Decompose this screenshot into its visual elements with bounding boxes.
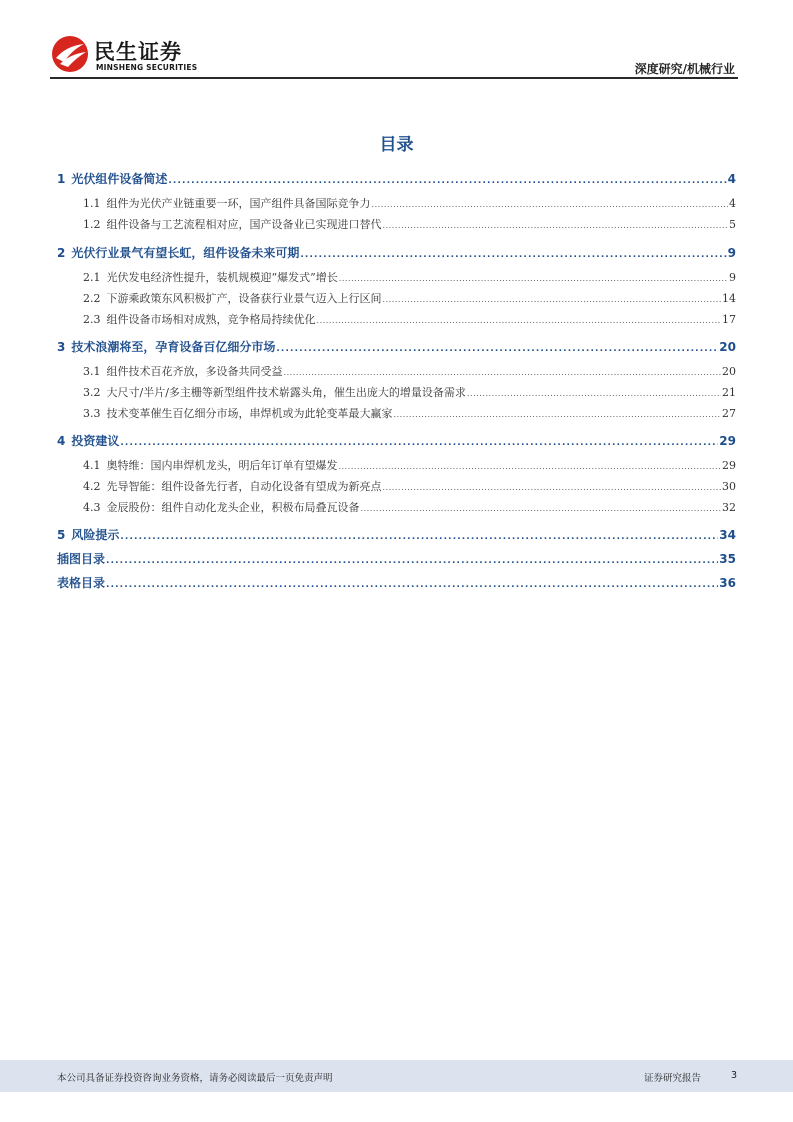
toc-entry-2-3[interactable] <box>57 311 736 327</box>
dot-leader <box>106 556 718 566</box>
toc-entry-text: 光伏发电经济性提升，装机规模迎“爆发式”增长 <box>106 271 338 284</box>
toc-entry-text: 大尺寸/半片/多主栅等新型组件技术崭露头角，催生出庞大的增量设备需求 <box>106 386 466 399</box>
toc-entry-page: 14 <box>722 292 736 305</box>
toc-entry-text: 组件技术百花齐放，多设备共同受益 <box>106 365 283 378</box>
toc-entry-text: 投资建议 <box>71 434 120 448</box>
toc-entry-tables[interactable] <box>57 574 736 591</box>
toc-title: 目录 <box>379 135 414 155</box>
toc-entry-number: 2.3 <box>83 313 101 326</box>
toc-entry-text: 金辰股份：组件自动化龙头企业，积极布局叠瓦设备 <box>106 501 360 514</box>
toc-entry-number: 5 <box>57 528 66 542</box>
dot-leader <box>168 176 726 186</box>
logo-english-name: MINSHENG SECURITIES <box>96 63 198 72</box>
toc-entry-3-1[interactable] <box>57 363 736 379</box>
dot-leader <box>372 200 729 209</box>
footer-disclaimer: 本公司具备证券投资咨询业务资格，请务必阅读最后一页免责声明 <box>57 1073 333 1084</box>
company-logo <box>50 34 220 74</box>
toc-entry-page: 30 <box>722 480 736 493</box>
toc-entry-text: 组件设备市场相对成熟，竞争格局持续优化 <box>106 313 316 326</box>
dot-leader <box>361 504 722 513</box>
dot-leader <box>394 410 722 419</box>
toc-entry-page: 35 <box>719 552 736 566</box>
toc-entry-page: 29 <box>719 434 736 448</box>
toc-entry-number: 4.3 <box>83 501 101 514</box>
report-category: 深度研究/机械行业 <box>634 62 735 76</box>
toc-entry-number: 3.2 <box>83 386 101 399</box>
dot-leader <box>383 483 722 492</box>
toc-entry-page: 32 <box>722 501 736 514</box>
toc-entry-number: 3.1 <box>83 365 101 378</box>
toc-entry-page: 20 <box>719 340 736 354</box>
toc-entry-page: 21 <box>722 386 736 399</box>
page-footer <box>0 1060 793 1092</box>
toc-entry-number: 1.2 <box>83 218 101 231</box>
toc-entry-text: 技术变革催生百亿细分市场，串焊机或为此轮变革最大赢家 <box>106 407 393 420</box>
toc-entry-page: 20 <box>722 365 736 378</box>
toc-entry-text: 下游乘政策东风积极扩产，设备获行业景气迈入上行区间 <box>106 292 382 305</box>
toc-entry-text: 表格目录 <box>57 576 106 590</box>
dot-leader <box>106 580 718 590</box>
toc-entry-3-2[interactable] <box>57 384 736 400</box>
toc-entry-text: 奥特维：国内串焊机龙头，明后年订单有望爆发 <box>106 459 338 472</box>
toc-entry-4-3[interactable] <box>57 499 736 515</box>
toc-entry-1-2[interactable] <box>57 216 736 232</box>
toc-entry-page: 34 <box>719 528 736 542</box>
dot-leader <box>120 438 718 448</box>
toc-entry-text: 组件设备与工艺流程相对应，国产设备业已实现进口替代 <box>106 218 382 231</box>
toc-entry-1-1[interactable] <box>57 195 736 211</box>
dot-leader <box>300 250 726 260</box>
dot-leader <box>276 344 718 354</box>
toc-entry-number: 4.1 <box>83 459 101 472</box>
toc-entry-number: 3 <box>57 340 66 354</box>
toc-entry-number: 4.2 <box>83 480 101 493</box>
toc-entry-page: 27 <box>722 407 736 420</box>
minsheng-logo-icon <box>50 34 90 74</box>
toc-entry-2[interactable] <box>57 244 736 261</box>
page-header <box>0 0 793 82</box>
toc-entry-number: 1 <box>57 172 66 186</box>
toc-entry-text: 组件为光伏产业链重要一环，国产组件具备国际竞争力 <box>106 197 371 210</box>
dot-leader <box>383 221 729 230</box>
toc-entry-4-2[interactable] <box>57 478 736 494</box>
dot-leader <box>317 316 722 325</box>
dot-leader <box>120 532 718 542</box>
toc-entry-text: 插图目录 <box>57 552 106 566</box>
toc-entry-number: 2.2 <box>83 292 101 305</box>
toc-entry-text: 光伏组件设备简述 <box>71 172 168 186</box>
dot-leader <box>339 274 728 283</box>
footer-page-number: 3 <box>730 1070 737 1081</box>
toc-entry-page: 17 <box>722 313 736 326</box>
header-divider <box>50 77 738 79</box>
toc-entry-2-1[interactable] <box>57 269 736 285</box>
toc-entry-number: 4 <box>57 434 66 448</box>
toc-entry-number: 2 <box>57 246 66 260</box>
toc-entry-number: 3.3 <box>83 407 101 420</box>
toc-entry-4-1[interactable] <box>57 457 736 473</box>
footer-report-type: 证券研究报告 <box>643 1073 701 1084</box>
toc-entry-3[interactable] <box>57 338 736 355</box>
toc-entry-page: 9 <box>727 246 736 260</box>
toc-entry-page: 36 <box>719 576 736 590</box>
toc-entry-4[interactable] <box>57 432 736 449</box>
toc-entry-page: 5 <box>729 218 736 231</box>
dot-leader <box>284 368 722 377</box>
toc-entry-5[interactable] <box>57 526 736 543</box>
toc-entry-text: 光伏行业景气有望长虹，组件设备未来可期 <box>71 246 300 260</box>
toc-entry-page: 4 <box>727 172 736 186</box>
toc-entry-page: 29 <box>722 459 736 472</box>
toc-entry-text: 风险提示 <box>71 528 120 542</box>
toc-entry-3-3[interactable] <box>57 405 736 421</box>
toc-entry-page: 9 <box>729 271 736 284</box>
toc-entry-page: 4 <box>729 197 736 210</box>
toc-entry-text: 先导智能：组件设备先行者，自动化设备有望成为新亮点 <box>106 480 382 493</box>
toc-entry-2-2[interactable] <box>57 290 736 306</box>
toc-entry-figures[interactable] <box>57 550 736 567</box>
toc-entry-number: 1.1 <box>83 197 101 210</box>
logo-chinese-name: 民生证券 <box>94 40 182 64</box>
toc-entry-number: 2.1 <box>83 271 101 284</box>
toc-entry-1[interactable] <box>57 170 736 187</box>
toc-entry-text: 技术浪潮将至，孕育设备百亿细分市场 <box>71 340 276 354</box>
dot-leader <box>339 462 722 471</box>
dot-leader <box>467 389 721 398</box>
dot-leader <box>383 295 722 304</box>
